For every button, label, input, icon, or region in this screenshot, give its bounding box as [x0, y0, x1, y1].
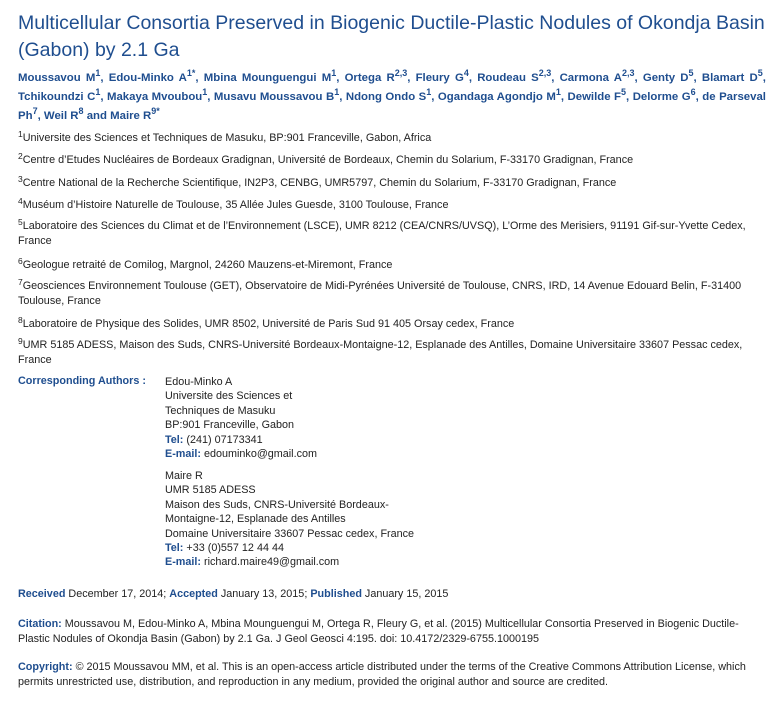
affiliation-text: Geosciences Environnement Toulouse (GET), Observatoire de Midi-Pyrénées Université de Toulouse, CNRS, IRD, 14 Avenue Edouard Belin, F-31400 Toulouse, France [18, 280, 742, 307]
author [642, 68, 694, 84]
author [18, 68, 101, 84]
received-label: Received [18, 588, 66, 600]
author [477, 68, 552, 84]
contact-email [165, 555, 414, 569]
published-label: Published [310, 588, 362, 600]
author-name: Mbina Mounguengui M [203, 72, 332, 84]
affiliation-item [18, 131, 770, 146]
author-name: Roudeau S [477, 72, 539, 84]
author [108, 68, 196, 84]
affiliation-number: 5 [18, 217, 23, 227]
affiliation-text: Muséum d’Histoire Naturelle de Toulouse, 35 Allée Jules Guesde, 3100 Toulouse, France [22, 199, 449, 211]
author [701, 68, 763, 84]
author [567, 87, 627, 103]
author [213, 87, 340, 103]
corresponding-authors-label: Corresponding Authors : [18, 375, 146, 387]
citation-label: Citation: [18, 618, 62, 630]
contact-line: Techniques de Masuku [165, 404, 276, 417]
affiliation-item [18, 279, 770, 309]
citation-text: Moussavou M, Edou-Minko A, Mbina Mounguengui M, Ortega R, Fleury G, et al. (2015) Multicellular Consortia Preserved in Biogenic Ductile- Plastic Nodules of Okondja Basin (Gabon) by 2.1 Ga. J Geol Geosci 4:195. doi: 10.4172/2329-6755.1000195 [18, 618, 739, 645]
author-name: Dewilde F [567, 91, 622, 103]
email-label: E-mail: [165, 556, 201, 569]
citation-block [18, 617, 768, 647]
author-separator: , [551, 72, 560, 84]
affiliation-text: Universite des Sciences et Techniques de Masuku, BP:901 Franceville, Gabon, Africa [22, 132, 432, 144]
contact-tel [165, 433, 317, 447]
author [437, 87, 561, 103]
affiliation-item [18, 317, 770, 332]
author [203, 68, 337, 84]
author-separator: , [100, 91, 107, 103]
author-affiliation-mark: 6 [690, 87, 696, 97]
author-affiliation-mark: 9* [151, 106, 160, 116]
author-name: Maire R [110, 110, 152, 122]
email-label: E-mail: [165, 448, 201, 461]
author-affiliation-mark: 1 [95, 87, 101, 97]
author-name: de Parseval Ph [18, 91, 766, 122]
received-date: December 17, 2014; [68, 588, 167, 600]
author-separator: , [207, 91, 214, 103]
author [344, 68, 408, 84]
contact-tel [165, 541, 414, 555]
author-affiliation-mark: 2,3 [538, 68, 552, 78]
author-affiliation-mark: 2,3 [394, 68, 408, 78]
publication-dates [18, 588, 448, 600]
contact-card [165, 469, 414, 570]
author-affiliation-mark: 5 [688, 68, 694, 78]
author-affiliation-mark: 5 [621, 87, 627, 97]
author-separator: , [693, 72, 702, 84]
author [43, 106, 84, 122]
author-separator: , [195, 72, 204, 84]
tel-label: Tel: [165, 542, 184, 555]
author-name: Makaya Mvoubou [106, 91, 203, 103]
author-name: Carmona A [559, 72, 622, 84]
affiliation-item [18, 153, 770, 168]
author-name: Weil R [43, 110, 79, 122]
author-affiliation-mark: 1* [186, 68, 196, 78]
affiliation-number: 7 [18, 277, 23, 287]
contact-email [165, 447, 317, 461]
email-value: richard.maire49@gmail.com [204, 556, 340, 569]
contact-line: Universite des Sciences et [165, 390, 293, 403]
author [559, 68, 635, 84]
copyright-label: Copyright: [18, 661, 73, 673]
author [345, 87, 432, 103]
author-separator: , [762, 72, 766, 84]
author-name: Moussavou M [18, 72, 96, 84]
author-separator: , [339, 91, 346, 103]
affiliation-item [18, 219, 770, 249]
affiliation-number: 1 [18, 129, 23, 139]
email-value: edouminko@gmail.com [204, 448, 317, 461]
author [632, 87, 696, 103]
contact-line: Domaine Universitaire 33607 Pessac cedex, France [165, 527, 415, 540]
author-affiliation-mark: 1 [95, 68, 101, 78]
author-name: Musavu Moussavou B [213, 91, 335, 103]
affiliation-text: Centre National de la Recherche Scientifique, IN2P3, CENBG, UMR5797, Chemin du Solarium, F-33170 Gradignan, France [22, 177, 617, 189]
author-separator: , [407, 72, 416, 84]
contact-line: Montaigne-12, Esplanade des Antilles [165, 513, 346, 526]
affiliation-item [18, 198, 770, 213]
tel-value: (241) 07173341 [186, 433, 263, 446]
contact-line: Edou-Minko A [165, 376, 233, 388]
affiliation-item [18, 176, 770, 191]
copyright-text: © 2015 Moussavou MM, et al. This is an open-access article distributed under the terms of the Creative Commons Attribution License, which permits unrestricted use, distribution, and reproduction in any medium, provided the original author and source are credited. [18, 661, 746, 688]
tel-value: +33 (0)557 12 44 44 [186, 542, 284, 555]
published-date: January 15, 2015 [364, 588, 449, 600]
author-affiliation-mark: 1 [331, 68, 337, 78]
author-affiliation-mark: 1 [555, 87, 561, 97]
author-separator: , [634, 72, 643, 84]
affiliation-number: 3 [18, 174, 23, 184]
author-affiliation-mark: 8 [78, 106, 84, 116]
author [18, 87, 101, 103]
author-name: Ogandaga Agondjo M [437, 91, 556, 103]
affiliation-number: 8 [18, 315, 23, 325]
author-separator: , [431, 91, 438, 103]
affiliation-text: Laboratoire de Physique des Solides, UMR 8502, Université de Paris Sud 91 405 Orsay cedex, France [22, 318, 515, 330]
copyright-block [18, 660, 768, 690]
author-name: Fleury G [415, 72, 464, 84]
affiliation-text: Geologue retraité de Comilog, Margnol, 24260 Mauzens-et-Miremont, France [22, 259, 393, 271]
author-name: Ortega R [344, 72, 395, 84]
author-separator: , [100, 72, 109, 84]
affiliation-number: 6 [18, 256, 23, 266]
contact-line: UMR 5185 ADESS [165, 484, 256, 497]
affiliation-text: UMR 5185 ADESS, Maison des Suds, CNRS-Université Bordeaux-Montaigne-12, Esplanade des Antilles, Domaine Universitaire 33607 Pessac cedex, France [18, 339, 743, 366]
author-separator: , [560, 91, 568, 103]
author-name: Genty D [642, 72, 689, 84]
author-separator: , [695, 91, 703, 103]
affiliation-number: 4 [18, 196, 23, 206]
author-separator: , [37, 110, 44, 122]
author-affiliation-mark: 1 [202, 87, 208, 97]
contact-line: Maison des Suds, CNRS-Université Bordeaux- [165, 498, 389, 511]
author-name: Tchikoundzi C [18, 91, 96, 103]
author-affiliation-mark: 1 [426, 87, 432, 97]
affiliation-item [18, 338, 770, 368]
author-separator: , [336, 72, 345, 84]
author-affiliation-mark: 2,3 [621, 68, 635, 78]
author-affiliation-mark: 4 [463, 68, 469, 78]
contact-line: Maire R [165, 470, 203, 482]
tel-label: Tel: [165, 433, 184, 446]
author [106, 87, 208, 103]
accepted-label: Accepted [169, 588, 218, 600]
author-separator: , [468, 72, 478, 84]
author-list [18, 69, 766, 126]
accepted-date: January 13, 2015; [220, 588, 308, 600]
author-separator: and [83, 110, 111, 122]
affiliation-number: 2 [18, 151, 23, 161]
author-name: Ndong Ondo S [345, 91, 427, 103]
contact-card [165, 375, 317, 461]
author-affiliation-mark: 1 [334, 87, 340, 97]
article-title: Multicellular Consortia Preserved in Biogenic Ductile-Plastic Nodules of Okondja Basin (Gabon) by 2.1 Ga [18, 12, 765, 61]
contact-line: BP:901 Franceville, Gabon [165, 419, 295, 432]
author-affiliation-mark: 5 [757, 68, 763, 78]
author [415, 68, 469, 84]
author-name: Blamart D [701, 72, 758, 84]
author [110, 106, 160, 122]
affiliation-text: Centre d’Etudes Nucléaires de Bordeaux Gradignan, Université de Bordeaux, Chemin du Solarium, F-33170 Gradignan, France [22, 154, 634, 166]
author-name: Edou-Minko A [108, 72, 187, 84]
affiliation-item [18, 258, 770, 273]
author-affiliation-mark: 7 [32, 106, 38, 116]
author-name: Delorme G [632, 91, 691, 103]
author-separator: , [626, 91, 633, 103]
affiliation-text: Laboratoire des Sciences du Climat et de l’Environnement (LSCE), UMR 8212 (CEA/CNRS/UVSQ), L’Orme des Merisiers, 91191 Gif-sur-Yvette Cedex, France [18, 220, 746, 247]
affiliation-number: 9 [18, 336, 23, 346]
